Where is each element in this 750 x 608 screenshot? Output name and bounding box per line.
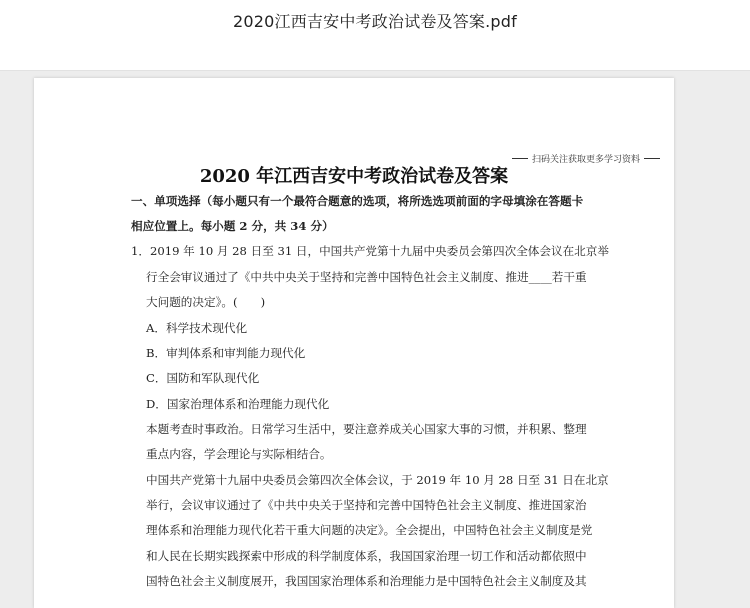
analysis-line: 举行，会议审议通过了《中共中央关于坚持和完善中国特色社会主义制度、推进国家治 bbox=[146, 498, 587, 512]
option-a: A．科学技术现代化 bbox=[146, 321, 248, 335]
option-b: B．审判体系和审判能力现代化 bbox=[146, 346, 306, 360]
option-c: C．国防和军队现代化 bbox=[146, 371, 260, 385]
file-name-title: 2020江西吉安中考政治试卷及答案.pdf bbox=[233, 12, 517, 31]
dash-left bbox=[512, 158, 528, 159]
analysis-line: 国特色社会主义制度展开，我国国家治理体系和治理能力是中国特色社会主义制度及其 bbox=[146, 574, 587, 588]
analysis-line: 和人民在长期实践探索中形成的科学制度体系，我国国家治理一切工作和活动都依照中 bbox=[146, 549, 587, 563]
viewer-toolbar bbox=[0, 0, 750, 71]
analysis-line: 重点内容，学会理论与实际相结合。 bbox=[146, 447, 332, 461]
dash-right bbox=[644, 158, 660, 159]
qr-note-text: 扫码关注获取更多学习资料 bbox=[531, 155, 640, 165]
document-title: 2020 年江西吉安中考政治试卷及答案 bbox=[199, 166, 509, 187]
question1-line3: 大问题的决定》。( ) bbox=[146, 295, 266, 309]
analysis-line: 本题考查时事政治。日常学习生活中，要注意养成关心国家大事的习惯，并积累、整理 bbox=[146, 422, 587, 436]
option-d: D．国家治理体系和治理能力现代化 bbox=[146, 397, 330, 411]
pdf-page[interactable] bbox=[34, 78, 674, 608]
section-heading-line2: 相应位置上。每小题 2 分，共 34 分） bbox=[131, 219, 334, 233]
question1-line1: 1．2019 年 10 月 28 日至 31 日，中国共产党第十九届中央委员会第四次全体会议在北京举 bbox=[131, 244, 609, 258]
analysis-line: 中国共产党第十九届中央委员会第四次全体会议，于 2019 年 10 月 28 日至 31 日在北京 bbox=[146, 473, 609, 487]
question1-line2: 行全会审议通过了《中共中央关于坚持和完善中国特色社会主义制度、推进____若干重 bbox=[146, 270, 587, 284]
section-heading-line1: 一、单项选择（每小题只有一个最符合题意的选项，将所选选项前面的字母填涂在答题卡 bbox=[131, 194, 584, 208]
analysis-line: 理体系和治理能力现代化若干重大问题的决定》。全会提出，中国特色社会主义制度是党 bbox=[146, 523, 593, 537]
